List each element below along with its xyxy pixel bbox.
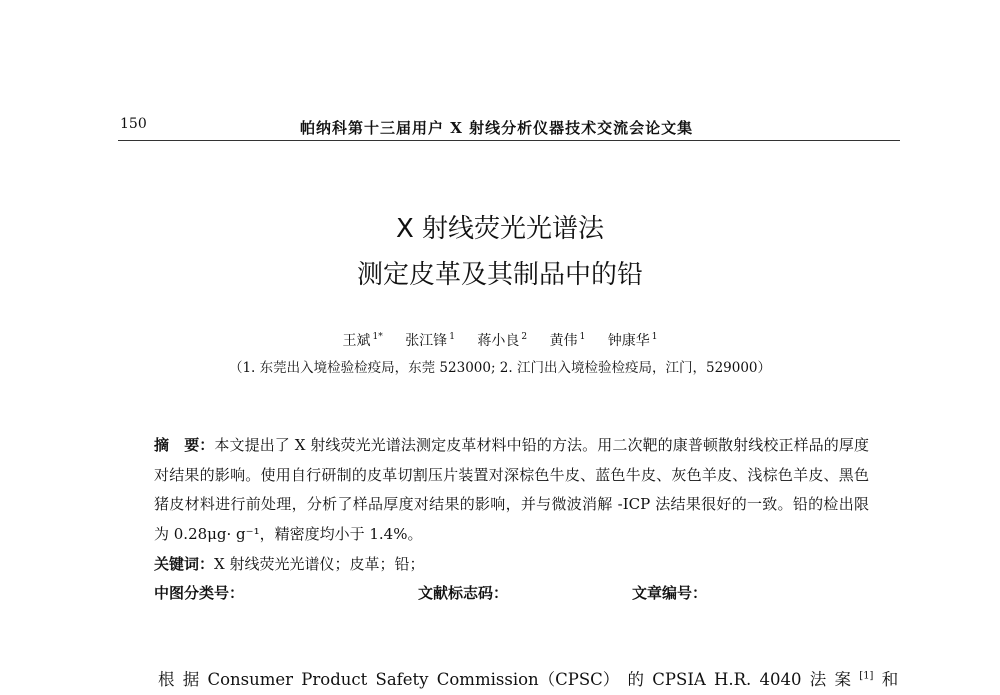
author [550, 333, 586, 349]
author [608, 333, 658, 349]
author-name: 钟康华 [607, 333, 650, 349]
keywords [154, 553, 424, 574]
author-affil-mark: 1 [449, 332, 455, 343]
author-affil-mark: 2 [521, 332, 528, 343]
author-list [0, 330, 1000, 350]
author [343, 333, 383, 349]
body-text-tail: 和 [873, 670, 899, 689]
abstract-label: 摘 要： [154, 436, 215, 454]
author-affil-mark: 1 [651, 332, 658, 343]
author-name: 王斌 [342, 333, 371, 349]
paper-title-line-2: 测定皮革及其制品中的铅 [356, 260, 643, 290]
affiliation: （1. 东莞出入境检验检疫局，东莞 523000; 2. 江门出入境检验检疫局，江门，529000） [228, 360, 772, 376]
citation-ref: [1] [859, 670, 874, 682]
author-name: 张江锋 [405, 333, 448, 349]
keywords-text: X 射线荧光光谱仪；皮革；铅； [214, 555, 425, 573]
abstract [154, 431, 869, 549]
running-title: 帕纳科第十三届用户 X 射线分析仪器技术交流会论文集 [300, 119, 694, 137]
author-name: 黄伟 [549, 333, 578, 349]
abstract-text: 本文提出了 X 射线荧光光谱法测定皮革材料中铅的方法。用二次靶的康普顿散射线校正样品的厚度对结果的影响。使用自行研制的皮革切割压片装置对深棕色牛皮、蓝色牛皮、灰色羊皮、浅棕色羊皮、黑色猪皮材料进行前处理，分析了样品厚度对结果的影响，并与微波消解 -ICP 法结果很好的一致。铅的检出限为 0.28μg· g⁻¹，精密度均小于 1.4%。 [154, 436, 869, 543]
author-affil-mark: 1 [579, 332, 586, 343]
author-name: 蒋小良 [477, 333, 520, 349]
body-text-line: 根 据 Consumer Product Safety Commission（CPSC） 的 CPSIA H.R. 4040 法 案 [158, 670, 852, 689]
article-number-label: 文章编号： [632, 584, 708, 602]
header-rule [118, 140, 900, 141]
paper-title-line-1: X 射线荧光光谱法 [395, 214, 605, 244]
document-code-label: 文献标志码： [418, 584, 509, 602]
keywords-label: 关键词： [154, 555, 215, 573]
author-affil-mark: 1* [372, 332, 383, 343]
clc-number-label: 中图分类号： [154, 584, 245, 602]
page-number: 150 [120, 116, 147, 132]
body-paragraph [158, 666, 898, 690]
author [477, 333, 527, 349]
author [405, 333, 455, 349]
